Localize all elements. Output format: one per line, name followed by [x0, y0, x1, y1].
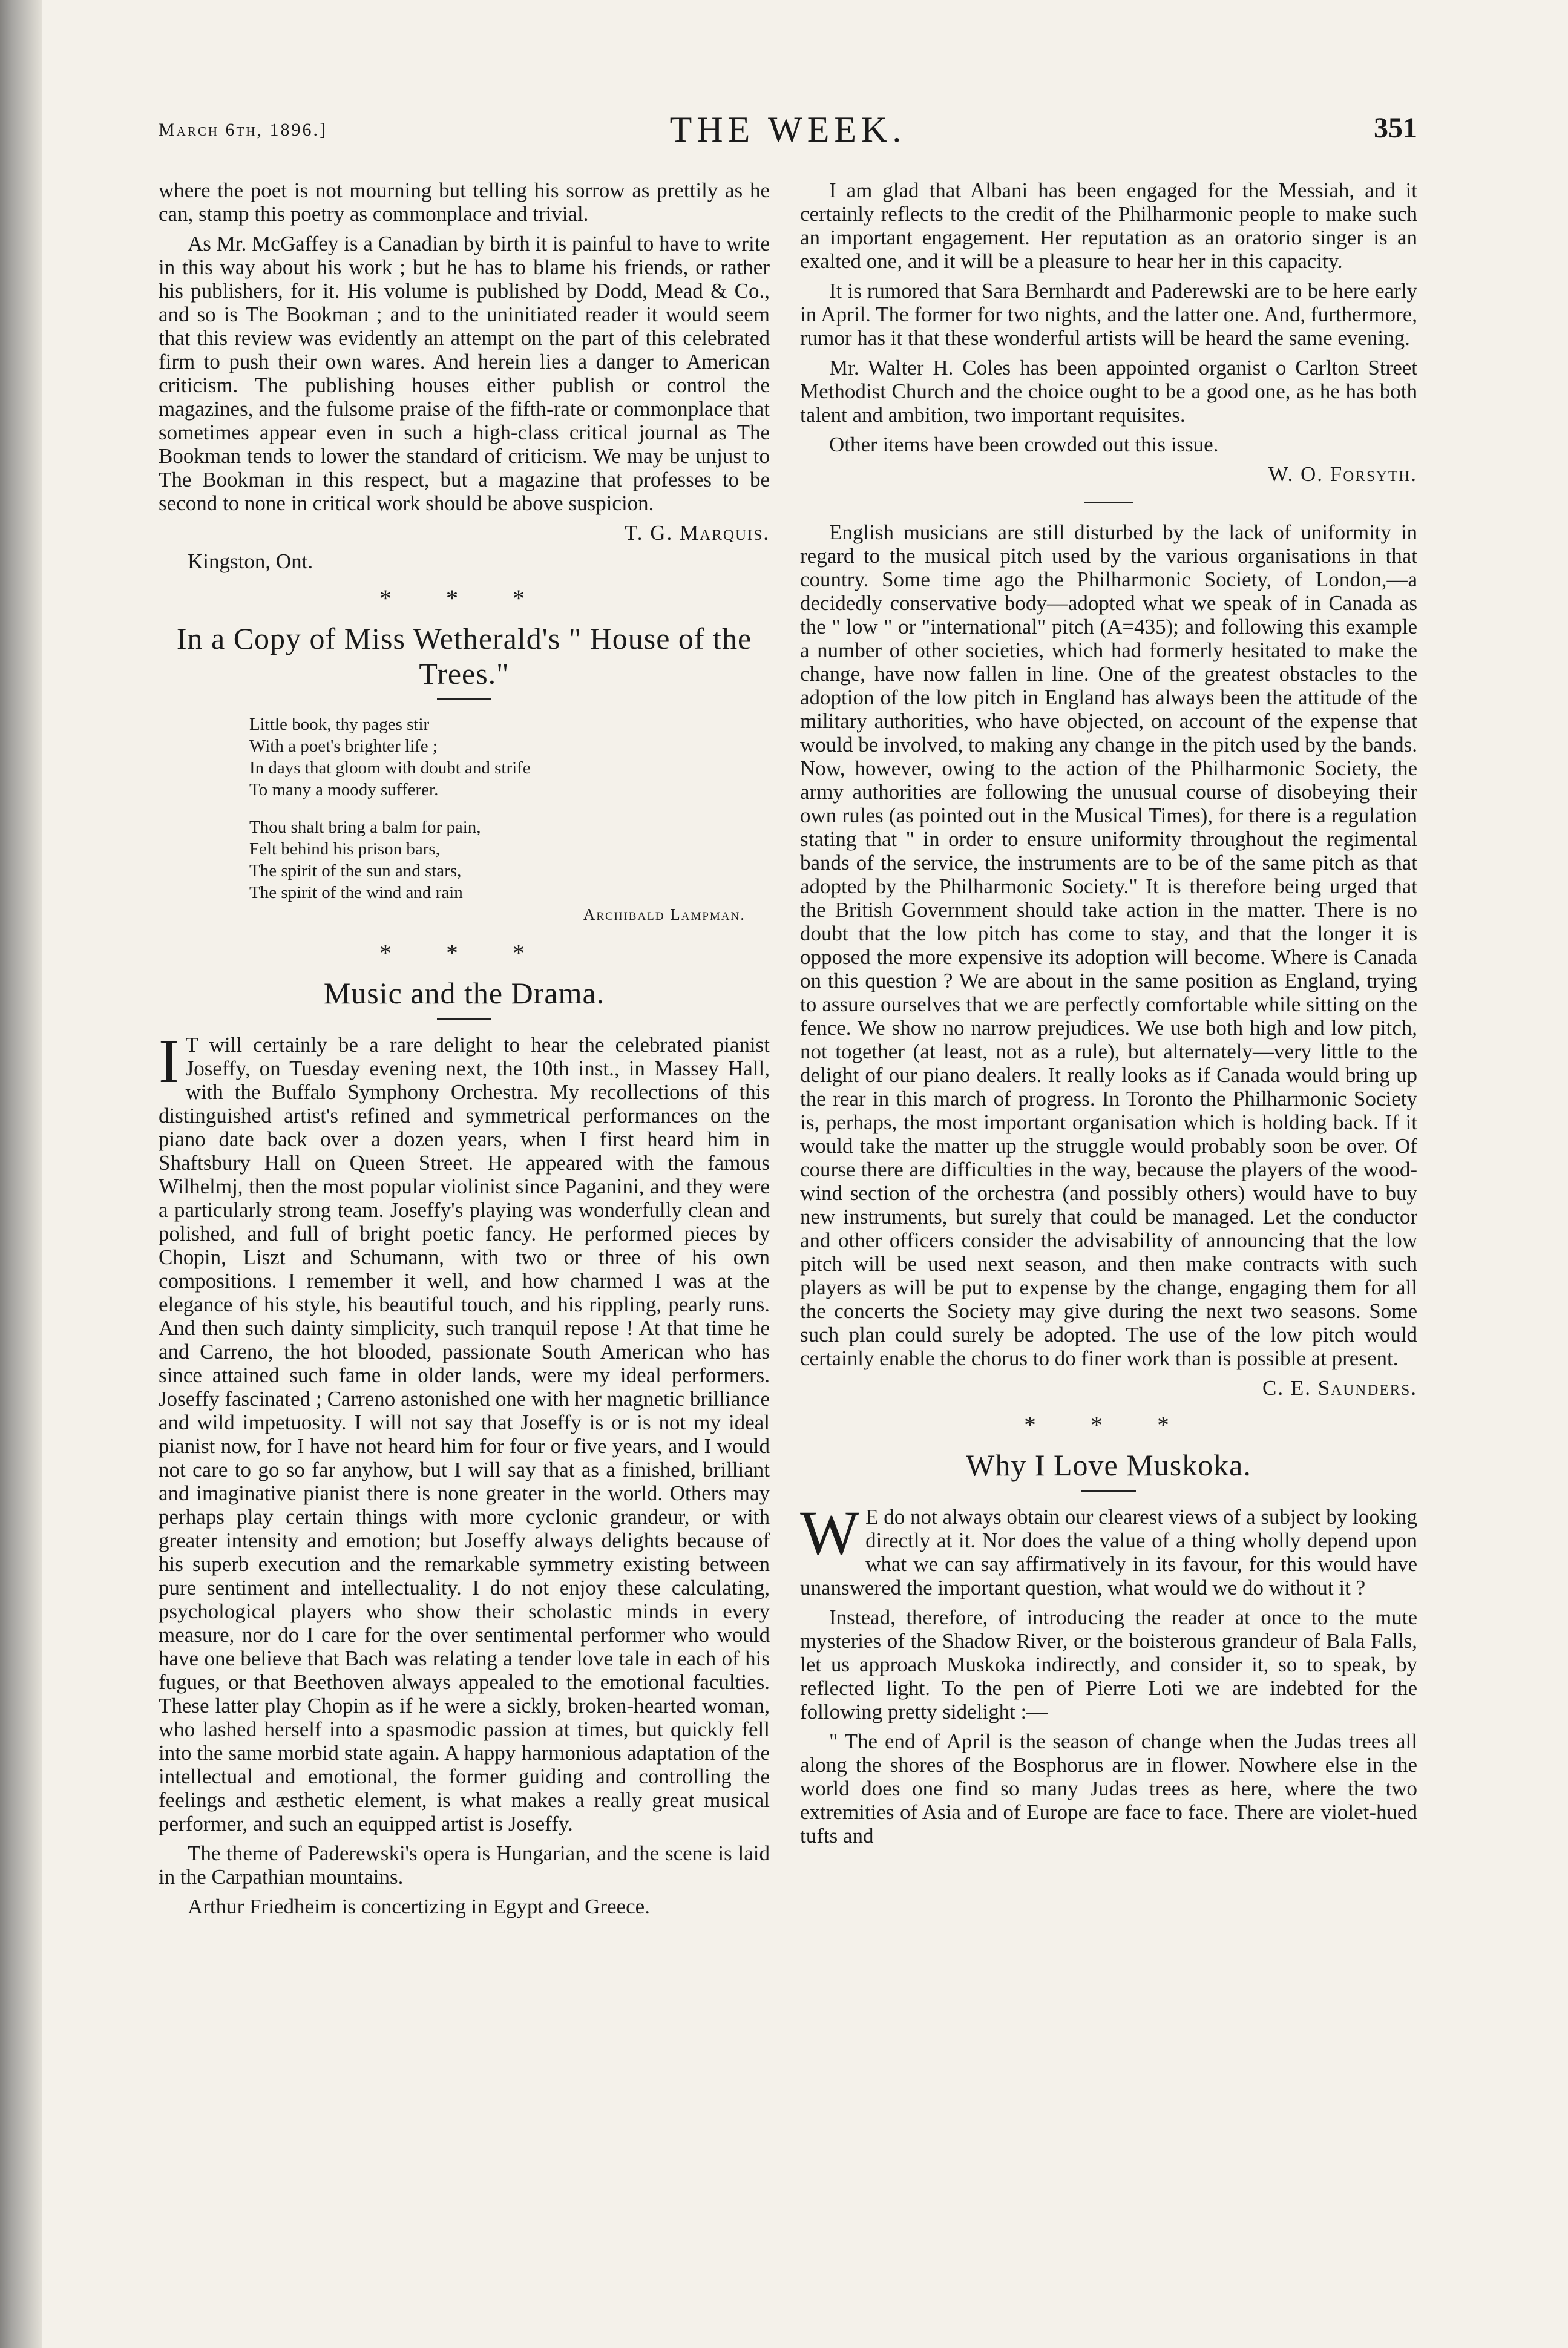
- section-rule: [1084, 502, 1133, 503]
- poem-line: Little book, thy pages stir: [249, 715, 430, 734]
- title-rule: [1081, 1490, 1136, 1492]
- left-column: [159, 179, 770, 1924]
- crowded-out-note: Other items have been crowded out this issue.: [829, 433, 1219, 456]
- saunders-signature: C. E. Saunders.: [1262, 1376, 1417, 1400]
- review-paragraph: As Mr. McGaffey is a Canadian by birth it is painful to have to write in this way about his work ; but he has to blame his friends, or rather his publishers, for it. His volume is published by Dodd, Mead & Co., and so is The Bookman ; and to the uninitiated reader it would seem that this review was evidently an attempt on the part of this celebrated firm to push their own wares. And herein lies a danger to American criticism. The publishing houses either publish or control the magazines, and the fulsome praise of the fifth-rate or commonplace that sometimes appear even in such a high-class critical journal as The Bookman tends to lower the standard of criticism. We may be unjust to The Bookman in this respect, but a magazine that professes to be second to none in critical work should be above suspicion.: [159, 232, 770, 515]
- page-header: [159, 109, 1417, 157]
- music-drama-title: Music and the Drama.: [323, 976, 605, 1010]
- forsyth-signature: W. O. Forsyth.: [1268, 462, 1417, 486]
- drop-cap: W: [800, 1498, 860, 1568]
- poem-line: In days that gloom with doubt and strife: [249, 758, 531, 778]
- binding-gutter-shadow: [0, 0, 42, 2348]
- poem-author: Archibald Lampman.: [583, 905, 746, 923]
- poem-line: Felt behind his prison bars,: [249, 839, 440, 859]
- loti-quote: " The end of April is the season of change when the Judas trees all along the shores of the Bosphorus are in flower. Nowhere else in the world does one find so many Judas trees as here, where the two extremities of Asia and of Europe are face to face. There are violet-hued tufts and: [800, 1730, 1417, 1848]
- title-rule: [437, 698, 491, 700]
- poem-line: To many a moody sufferer.: [249, 780, 439, 799]
- section-divider-stars: * * *: [379, 585, 549, 612]
- coles-paragraph: Mr. Walter H. Coles has been appointed organist o Carlton Street Methodist Church and the choice ought to be a good one, as he has both talent and ambition, two important requisites.: [800, 356, 1417, 427]
- page-number: 351: [1374, 112, 1417, 144]
- masthead-title: THE WEEK.: [669, 110, 907, 149]
- muskoka-paragraph-2: Instead, therefore, of introducing the reader at once to the mute mysteries of the Shadow River, or the boisterous grandeur of Bala Falls, let us approach Muskoka indirectly, and consider it, so to speak, by reflected light. To the pen of Pierre Loti we are indebted for the following pretty sidelight :—: [800, 1605, 1417, 1723]
- muskoka-paragraph-1-text: E do not always obtain our clearest views of a subject by looking directly at it. Nor does the value of a thing wholly depend upon what we can say affirmatively in its favour, for this would have unanswered the important question, what would we do without it ?: [800, 1505, 1417, 1599]
- review-paragraph-end: where the poet is not mourning but telling his sorrow as prettily as he can, stamp this poetry as commonplace and trivial.: [159, 179, 770, 226]
- music-paragraph-2: The theme of Paderewski's opera is Hungarian, and the scene is laid in the Carpathian mountains.: [159, 1841, 770, 1889]
- poem-line: The spirit of the wind and rain: [249, 883, 463, 902]
- muskoka-paragraph-1: [800, 1498, 1417, 1599]
- right-column: [800, 179, 1417, 1854]
- albani-paragraph: I am glad that Albani has been engaged for the Messiah, and it certainly reflects to the credit of the Philharmonic people to make such an important engagement. Her reputation as an oratorio singer is an exalted one, and it will be a pleasure to hear her in this capacity.: [800, 179, 1417, 273]
- section-divider-stars: * * *: [379, 939, 549, 966]
- section-divider-stars: * * *: [1024, 1411, 1193, 1438]
- muskoka-title: Why I Love Muskoka.: [966, 1448, 1251, 1482]
- poem-stanza-1: [249, 713, 770, 801]
- title-rule: [437, 1018, 491, 1020]
- music-paragraph-1-text: T will certainly be a rare delight to hear the celebrated pianist Joseffy, on Tuesday evening next, the 10th inst., in Massey Hall, with the Buffalo Symphony Orchestra. My recollections of this distinguished artist's refined and symmetrical performances on the piano date back over a dozen years, when I first heard him in Shaftsbury Hall on Queen Street. He appeared with the famous Wilhelmj, then the most popular violinist since Paganini, and they were a particularly strong team. Joseffy's playing was wonderfully clean and polished, and full of bright poetic fancy. He performed pieces by Chopin, Liszt and Schumann, with two or three of his own compositions. I remember it well, and how charmed I was at the elegance of his style, his beautiful touch, and his rippling, pearly runs. And then such dainty simplicity, such tranquil repose ! At that time he and Carreno, the hot blooded, passionate South American who has since attained such fame in older lands, were my ideal performers. Joseffy fascinated ; Carreno astonished one with her magnetic brilliance and wild impetuosity. I will not say that Joseffy is or is not my ideal pianist now, for I have not heard him for four or five years, and I would not care to go so far anyhow, but I will say that as a finished, brilliant and imaginative pianist there is none greater in the world. Others may perhaps play certain things with more cyclonic grandeur, or with greater intensity and emotion; but Joseffy always delights because of his superb execution and the remarkable symmetry existing between pure sentiment and intellectuality. I do not enjoy these calculating, psychological players who show their scholastic minds in every measure, nor do I care for the over sentimental performer who would have one believe that Bach was relating a tender love tale in each of his fugues, or that Beethoven always appealed to the emotional faculties. These latter play Chopin as if he were a sickly, broken-hearted woman, who lashed herself into a spasmodic passion at times, but quickly fell into the same morbid state again. A happy harmonious adaptation of the intellectual and emotional, the former guiding and controlling the feelings and æsthetic element, is what makes a really great musical performer, and such an equipped artist is Joseffy.: [159, 1033, 770, 1835]
- poem-line: With a poet's brighter life ;: [249, 736, 438, 756]
- bernhardt-paragraph: It is rumored that Sara Bernhardt and Paderewski are to be here early in April. The former for two nights, and the latter one. And, furthermore, rumor has it that these wonderful artists will be heard the same evening.: [800, 279, 1417, 350]
- music-paragraph-1: [159, 1026, 770, 1835]
- review-place: Kingston, Ont.: [188, 549, 313, 573]
- drop-cap: I: [159, 1026, 180, 1096]
- poem-title: In a Copy of Miss Wetherald's " House of the Trees.": [176, 621, 752, 690]
- review-signature: T. G. Marquis.: [625, 521, 770, 545]
- poem: [249, 713, 770, 925]
- poem-line: Thou shalt bring a balm for pain,: [249, 818, 481, 837]
- header-date: March 6th, 1896.]: [159, 120, 328, 140]
- poem-stanza-2: [249, 816, 770, 903]
- pitch-paragraph: English musicians are still disturbed by the lack of uniformity in regard to the musical pitch used by the various organisations in that country. Some time ago the Philharmonic Society, of London,—a decidedly conservative body—adopted what we speak of in Canada as the " low " or "international" pitch (A=435); and following this example a number of other societies, which had formerly hesitated to make the change, have now fallen in line. One of the greatest obstacles to the adoption of the low pitch in England has always been the attitude of the military authorities, who have objected, on account of the expense that would be involved, to making any change in the pitch used by the bands. Now, however, owing to the action of the Philharmonic Society, the army authorities are following the unusual course of disobeying their own rules (as pointed out in the Musical Times), for there is a regulation stating that " in order to ensure uniformity throughout the regimental bands of the service, the instruments are to be of the same pitch as that adopted by the Philharmonic Society." It is therefore being urged that the British Government should take action in the matter. There is no doubt that the low pitch has come to stay, and that the longer it is opposed the more expensive its adoption will become. Where is Canada on this question ? We are about in the same position as England, trying to assure ourselves that we are perfectly comfortable while sitting on the fence. We show no narrow prejudices. We use both high and low pitch, not together (at least, not as a rule), but alternately—very little to the delight of our piano dealers. It really looks as if Canada would bring up the rear in this march of progress. In Toronto the Philharmonic Society is, perhaps, the most important organisation which is holding back. If it would take the matter up the struggle would probably soon be over. Of course there are difficulties in the way, because the players of the wood-wind section of the orchestra (and possibly others) would have to buy new instruments, but surely that could be managed. Let the conductor and other officers consider the advisability of announcing that the low pitch will be used next season, and then make contracts with such players as will be put to expense by the change, engaging them for all the concerts the Society may give during the next two seasons. Some such plan could surely be adopted. The use of the low pitch would certainly enable the chorus to do finer work than is possible at present.: [800, 520, 1417, 1370]
- music-paragraph-3: Arthur Friedheim is concertizing in Egypt and Greece.: [188, 1895, 650, 1918]
- poem-line: The spirit of the sun and stars,: [249, 861, 462, 880]
